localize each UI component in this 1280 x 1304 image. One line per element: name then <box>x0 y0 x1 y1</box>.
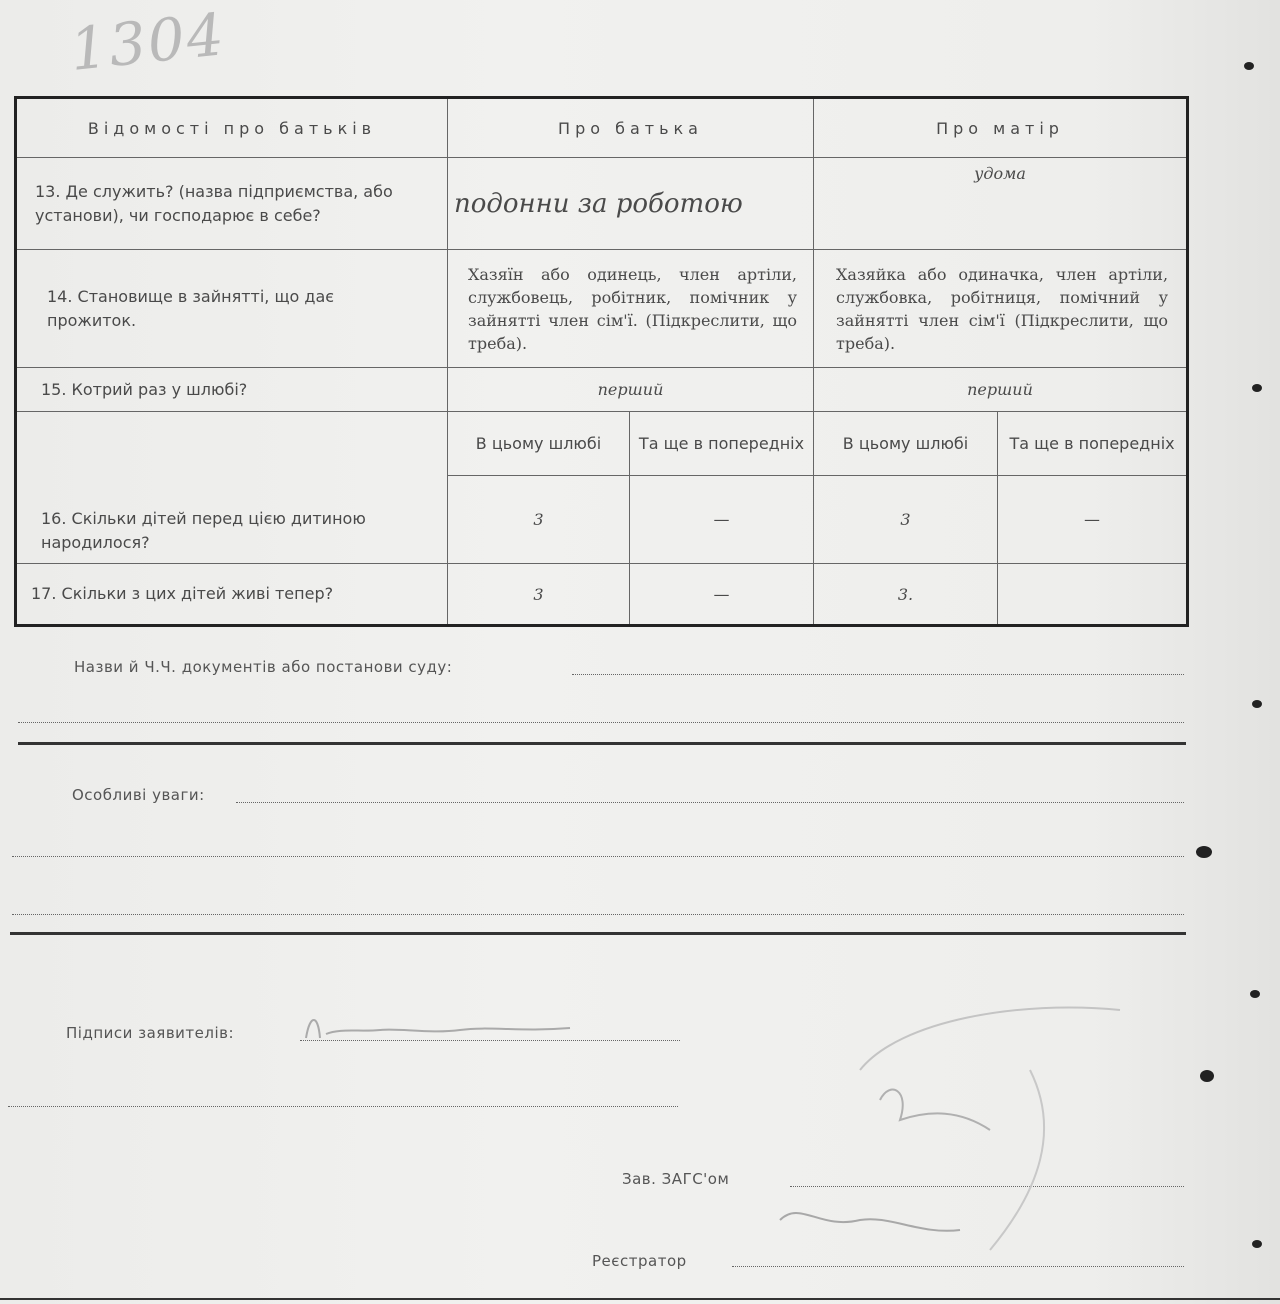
documents-fill-line-2 <box>18 722 1184 723</box>
q15-mother-answer: перший <box>814 368 1188 412</box>
row-q17 <box>16 564 1188 626</box>
divider-2 <box>10 932 1186 935</box>
header-mother: Про матір <box>814 98 1188 158</box>
punch-hole <box>1200 1070 1214 1082</box>
applicant-signature-scribble <box>300 1008 580 1044</box>
row-q13 <box>16 158 1188 250</box>
bottom-edge-line <box>0 1298 1280 1300</box>
q17-father-prev: — <box>630 564 814 626</box>
punch-hole <box>1196 846 1212 858</box>
q13-label: 13. Де служить? (назва підприємства, або установи), чи господарює в себе? <box>16 158 448 250</box>
q16-father-this: 3 <box>448 476 630 564</box>
row-q15 <box>16 368 1188 412</box>
punch-hole <box>1252 700 1262 708</box>
subheader-father-this-marriage: В цьому шлюбі <box>448 412 630 476</box>
remarks-fill-line <box>236 802 1184 803</box>
q13-father-answer: подонни за роботою <box>448 158 814 250</box>
q16-mother-prev: — <box>998 476 1188 564</box>
row-q14 <box>16 250 1188 368</box>
remarks-label: Особливі уваги: <box>72 786 205 804</box>
applicant-signatures-label: Підписи заявителів: <box>66 1024 235 1042</box>
q13-mother-answer: удома <box>814 158 1188 250</box>
q16-label: 16. Скільки дітей перед цією дитиною народилося? <box>16 412 448 564</box>
divider-1 <box>18 742 1186 745</box>
q15-father-answer: перший <box>448 368 814 412</box>
punch-hole <box>1252 384 1262 392</box>
punch-hole <box>1252 1240 1262 1248</box>
punch-hole <box>1244 62 1254 70</box>
subheader-mother-this-marriage: В цьому шлюбі <box>814 412 998 476</box>
q17-father-this: 3 <box>448 564 630 626</box>
remarks-fill-line-3 <box>12 914 1184 915</box>
q14-mother-options: Хазяйка або одиначка, член артіли, службовка, робітниця, помічний у зайнятті член сім'ї (Підкреслити, що треба). <box>814 250 1188 368</box>
q16-mother-this: 3 <box>814 476 998 564</box>
subheader-father-previous: Та ще в попередніх <box>630 412 814 476</box>
applicant-signature-line-2 <box>8 1106 678 1107</box>
header-father: Про батька <box>448 98 814 158</box>
punch-hole <box>1250 990 1260 998</box>
table-header-row <box>16 98 1188 158</box>
documents-fill-line <box>572 674 1184 675</box>
subheader-mother-previous: Та ще в попередніх <box>998 412 1188 476</box>
q17-mother-this: 3. <box>814 564 998 626</box>
parents-info-table <box>14 96 1189 627</box>
official-signature <box>740 990 1160 1280</box>
q15-label: 15. Котрий раз у шлюбі? <box>16 368 448 412</box>
header-parents-info: Відомості про батьків <box>16 98 448 158</box>
q16-father-prev: — <box>630 476 814 564</box>
applicant-signature <box>300 1008 580 1052</box>
row-subheaders <box>16 412 1188 476</box>
q17-mother-prev <box>998 564 1188 626</box>
q17-label: 17. Скільки з цих дітей живі тепер? <box>16 564 448 626</box>
q14-father-options: Хазяїн або одинець, член артіли, службовець, робітник, помічник у зайнятті член сім'ї. (Підкреслити, що треба). <box>448 250 814 368</box>
documents-label: Назви й Ч.Ч. документів або постанови суду: <box>74 658 453 676</box>
head-label: Зав. ЗАГС'ом <box>622 1170 730 1188</box>
registrar-label: Реєстратор <box>592 1252 687 1270</box>
q14-label: 14. Становище в зайнятті, що дає прожиток. <box>16 250 448 368</box>
archive-number: 1304 <box>66 0 229 84</box>
remarks-fill-line-2 <box>12 856 1184 857</box>
